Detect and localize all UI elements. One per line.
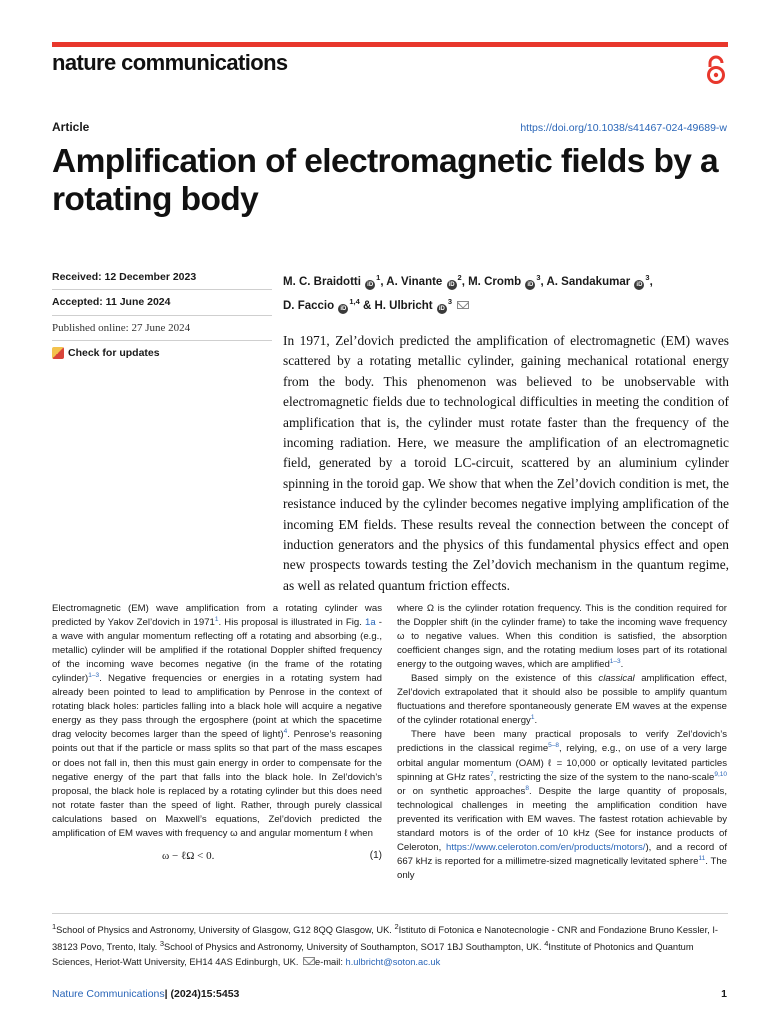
- affiliations: $^1$School of Physics and Astronomy, University of Glasgow, G12 8QQ Glasgow, UK. $^2$Istituto di Fotonica e Nanotecnologie - CNR and Fondazione Bruno Kessler, I-38123 Povo, Trento, Italy. $^3$School of Physics and Astronomy, University of Southampton, SO17 1BJ Southampton, UK. $^4$Institute of Photonics and Quantum Sciences, Heriot-Watt University, EH14 4AS Edinburgh, UK. e-mail: h.ulbricht@soton.ac.uk: [52, 922, 718, 967]
- open-access-icon: [704, 55, 728, 85]
- body-column-right: [397, 602, 727, 883]
- footer-citation: Nature Communications| (2024)15:5453: [52, 988, 240, 1000]
- equation-expression: ω − ℓΩ < 0.: [162, 849, 215, 862]
- author-name[interactable]: D. Faccio: [283, 299, 335, 312]
- accepted-date: Accepted: 11 June 2024: [52, 296, 171, 308]
- author-affiliation: 2: [457, 273, 462, 282]
- citation-link[interactable]: 1–3: [88, 672, 100, 680]
- header-accent-rule: [52, 42, 728, 47]
- journal-name: nature communications: [52, 50, 288, 75]
- citation-link[interactable]: 9,10: [714, 770, 727, 778]
- doi-link[interactable]: https://doi.org/10.1038/s41467-024-49689-w: [520, 122, 727, 134]
- divider: [52, 315, 272, 316]
- citation-link[interactable]: 7: [489, 770, 494, 778]
- check-updates-icon: [52, 347, 64, 359]
- received-date: Received: 12 December 2023: [52, 271, 197, 283]
- footer-journal-link[interactable]: Nature Communications: [52, 988, 165, 1000]
- article-title: Amplification of electromagnetic fields by a rotating body: [52, 143, 719, 218]
- check-updates-label: Check for updates: [68, 347, 160, 359]
- body-paragraph: where Ω is the cylinder rotation frequency. This is the condition required for the Doppler shift (in the cylinder frame) to take the incoming wave frequency ω to negative values. When this condition is satisfied, the absorption coefficient changes sign, and the rotating medium loses part of its rotational energy to the outgoing waves, which are amplified$^{1-3}$.: [397, 603, 727, 671]
- orcid-icon[interactable]: iD: [340, 305, 347, 312]
- page-number: 1: [721, 988, 727, 1000]
- author-name[interactable]: H. Ulbricht: [374, 299, 433, 312]
- divider: [52, 340, 272, 341]
- body-column-left: [52, 602, 382, 867]
- author-name[interactable]: M. Cromb: [468, 275, 522, 288]
- orcid-icon[interactable]: iD: [448, 281, 455, 288]
- published-date: Published online: 27 June 2024: [52, 322, 191, 334]
- body-paragraph: Based simply on the existence of this classical amplification effect, Zel’dovich extrapolated that it should also be possible to amplify quantum fluctuations and therefore spontaneously generate EM waves at the expense of the cylinder rotational energy$^1$.: [397, 673, 727, 727]
- author-affiliation: 3: [447, 296, 452, 306]
- orcid-icon[interactable]: iD: [367, 281, 374, 288]
- external-url-link[interactable]: https://www.celeroton.com/en/products/motors/: [446, 841, 646, 853]
- author-affiliation: 3: [645, 273, 650, 282]
- orcid-icon[interactable]: iD: [438, 305, 445, 312]
- orcid-icon[interactable]: iD: [636, 281, 643, 288]
- email-link[interactable]: h.ulbricht@soton.ac.uk: [345, 956, 441, 967]
- author-name[interactable]: M. C. Braidotti: [283, 275, 361, 288]
- email-icon[interactable]: [457, 301, 469, 309]
- divider: [52, 289, 272, 290]
- equation-number: (1): [369, 849, 382, 861]
- body-paragraph: There have been many practical proposals to verify Zel’dovich’s predictions in the classical regime$^{5-8}$, relying, e.g., on use of a very large orbital angular momentum (OAM) ℓ = 10,000 or optically levitated particles spinning at GHz rates$^7$, restricting the size of the system to the nano-scale$^{9,10}$ or on synthetic approaches$^8$. Despite the large quantity of proposals, technological challenges in meeting the amplification condition have prevented its verification with EM waves. The fastest rotation achievable by standard motors is of the order of 10 kHz (See for instance products of Celeroton, https://www.celeroton.com/en/products/motors/), and a record of 667 kHz is reported for a millimetre-sized magnetically levitated sphere$^{11}$. The only: [397, 729, 727, 881]
- footnote-divider: [52, 913, 728, 914]
- figure-link[interactable]: 1a: [365, 617, 376, 629]
- author-name[interactable]: A. Vinante: [386, 275, 443, 288]
- author-list: M. C. Braidotti $iD^1$, A. Vinante $iD^2$, M. Cromb $iD^3$, A. Sandakumar $iD^3$, D. Faccio iD$^{1,4}$ & H. Ulbricht $iD^3$: [283, 273, 653, 312]
- check-for-updates-button[interactable]: [52, 347, 160, 359]
- article-type-label: Article: [52, 120, 90, 134]
- citation-link[interactable]: 1: [530, 714, 535, 722]
- citation-link[interactable]: 1: [214, 615, 219, 623]
- author-affiliation: 3: [536, 273, 541, 282]
- author-name[interactable]: A. Sandakumar: [546, 275, 631, 288]
- citation-link[interactable]: 8: [525, 784, 529, 792]
- orcid-icon[interactable]: iD: [527, 281, 534, 288]
- citation-link[interactable]: 5–8: [548, 742, 560, 750]
- equation: [52, 845, 382, 867]
- body-paragraph: Electromagnetic (EM) wave amplification from a rotating cylinder was predicted by Yakov Zel’dovich in 1971$^1$. His proposal is illustrated in Fig. 1a - a wave with angular momentum reflecting off a rotating and absorbing (e.g., metallic) cylinder will be amplified if the rotational Doppler shifted frequency of the incoming wave becomes negative (in the frame of the rotating cylinder)$^{1-3}$. Negative frequencies or energies in a rotating system had already been pointed to lead to amplification by Penrose in the context of rotating black holes: particles falling into a black hole will acquire a negative energy as they pass through the ergosphere (point at which the spacetime drag velocity becomes larger than the speed of light)$^4$. Penrose’s reasoning points out that if the particle or mass splits so that part of the mass escapes or does not fall in, then this must gain energy in order to compensate for the negative energy of the part that falls into the black hole. In Zel’dovich’s proposal, the black hole is replaced by a rotating cylinder but this does need not rotate faster than the speed of light. Rather, through purely classical calculations based on Maxwell’s equations, Zel’dovich predicted the amplification of EM waves with frequency ω and angular momentum ℓ when: [52, 603, 382, 839]
- author-affiliation: 1: [376, 273, 381, 282]
- citation-link[interactable]: 4: [283, 728, 288, 736]
- email-icon: [303, 957, 315, 965]
- citation-link[interactable]: 11: [698, 854, 706, 862]
- author-affiliation: 1,4: [349, 296, 360, 306]
- citation-link[interactable]: 1–3: [609, 658, 621, 665]
- abstract: In 1971, Zel’dovich predicted the amplification of electromagnetic (EM) waves scattered by a rotating metallic cylinder, gaining mechanical rotational energy from the body. This phenomenon was believed to be unobservable with electromagnetic fields due to technological difficulties in meeting the condition of amplification that is, the cylinder must rotate faster than the frequency of the incoming radiation. Here, we measure the amplification of an electromagnetic field, generated by a toroid LC-circuit, scattered by an aluminium cylinder spinning in the toroid gap. We show that when the Zel’dovich condition is met, the resistance induced by the cylinder becomes negative implying amplification of the incoming EM fields. These results reveal the connection between the concept of induction generators and the physics of this fundamental physics effect and open new prospects towards testing the Zel’dovich mechanism in the quantum regime, as well as related quantum friction effects.: [283, 333, 729, 593]
